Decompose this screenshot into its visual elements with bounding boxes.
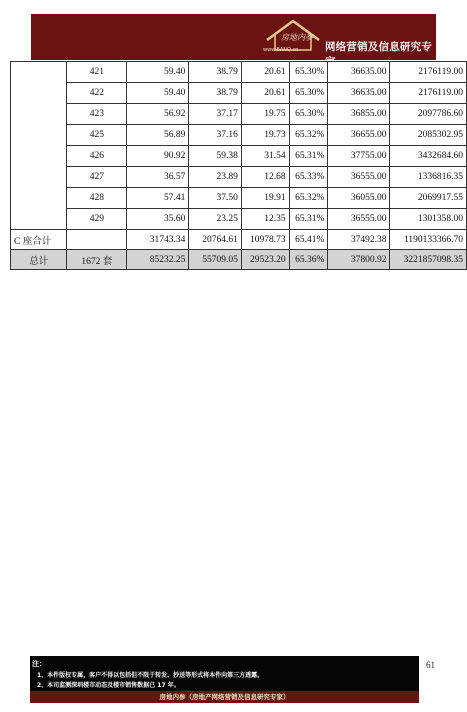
table-cell-unit: 426 — [67, 146, 127, 167]
table-cell-unit: 427 — [67, 167, 127, 188]
table-cell: 38.79 — [189, 83, 242, 104]
notes-box — [30, 656, 419, 691]
table-cell: 85232.25 — [127, 250, 189, 270]
table-row — [11, 125, 467, 146]
table-cell: 19.75 — [241, 104, 289, 125]
table-cell: 12.68 — [241, 167, 289, 188]
table-cell: 36655.00 — [328, 125, 390, 146]
table-cell: 20764.61 — [189, 230, 242, 250]
table-cell: 29523.20 — [241, 250, 289, 270]
table-cell: 2176119.00 — [390, 83, 467, 104]
table-cell: 55709.05 — [189, 250, 242, 270]
table-cell: 3432684.60 — [390, 146, 467, 167]
sales-table — [10, 61, 467, 270]
table-cell-unit — [67, 230, 127, 250]
table-cell: 23.89 — [189, 167, 242, 188]
note-item: 2、本司监测深圳楼市动态及楼市销售数据已 17 年。 — [37, 682, 180, 689]
table-cell: 31.54 — [241, 146, 289, 167]
table-cell: 37.17 — [189, 104, 242, 125]
table-cell: 65.30% — [289, 62, 328, 83]
table-cell: 37800.92 — [328, 250, 390, 270]
table-cell: 65.32% — [289, 188, 328, 209]
table-cell-group — [11, 62, 67, 230]
table-row — [11, 209, 467, 230]
table-cell: 3221857098.35 — [390, 250, 467, 270]
table-cell: 36.57 — [127, 167, 189, 188]
table-cell: 10978.73 — [241, 230, 289, 250]
table-cell: 37.16 — [189, 125, 242, 146]
table-cell-unit: 423 — [67, 104, 127, 125]
total-row — [11, 250, 467, 270]
table-row — [11, 83, 467, 104]
table-cell: 65.30% — [289, 83, 328, 104]
table-cell: 59.40 — [127, 62, 189, 83]
table-cell: 36055.00 — [328, 188, 390, 209]
table-cell: 65.31% — [289, 209, 328, 230]
table-cell: 38.79 — [189, 62, 242, 83]
table-cell: 23.25 — [189, 209, 242, 230]
table-row — [11, 146, 467, 167]
table-cell: 19.73 — [241, 125, 289, 146]
header-banner — [31, 14, 436, 68]
table-cell: 57.41 — [127, 188, 189, 209]
table-row — [11, 167, 467, 188]
table-cell: 65.30% — [289, 104, 328, 125]
table-cell: 37492.38 — [328, 230, 390, 250]
table-cell: 20.61 — [241, 83, 289, 104]
table-cell-unit: 428 — [67, 188, 127, 209]
table-cell: 36635.00 — [328, 83, 390, 104]
subtotal-row — [11, 230, 467, 250]
table-row — [11, 62, 467, 83]
notes-title: 注： — [32, 660, 46, 668]
table-row — [11, 104, 467, 125]
table-cell-unit: 421 — [67, 62, 127, 83]
table-cell: 31743.34 — [127, 230, 189, 250]
table-cell: 90.92 — [127, 146, 189, 167]
page-number: 61 — [426, 660, 435, 670]
table-cell: 2097786.60 — [390, 104, 467, 125]
table-cell: 2085302.95 — [390, 125, 467, 146]
table-cell: 37.50 — [189, 188, 242, 209]
table-cell: 56.89 — [127, 125, 189, 146]
table-cell: 12.35 — [241, 209, 289, 230]
table-cell: 1336816.35 — [390, 167, 467, 188]
table-cell: 20.61 — [241, 62, 289, 83]
table-cell: 2069917.55 — [390, 188, 467, 209]
table-cell: 36555.00 — [328, 209, 390, 230]
footer-bar: 房地内参（房地产网络营销及信息研究专家） — [30, 691, 419, 703]
note-item: 1、本件版权专属，客户不得以包括但不限于转发、抄送等形式将本件向第三方透露。 — [37, 672, 264, 679]
subtotal-label: C 座合计 — [11, 230, 67, 250]
table-cell-unit: 425 — [67, 125, 127, 146]
total-label: 总计 — [11, 250, 67, 270]
table-cell: 65.32% — [289, 125, 328, 146]
table-row — [11, 188, 467, 209]
table-cell: 36555.00 — [328, 167, 390, 188]
table-cell: 37755.00 — [328, 146, 390, 167]
table-cell: 19.91 — [241, 188, 289, 209]
table-cell: 2176119.00 — [390, 62, 467, 83]
table-cell: 59.40 — [127, 83, 189, 104]
table-cell: 65.33% — [289, 167, 328, 188]
table-cell-unit: 429 — [67, 209, 127, 230]
header-tagline: 网络营销及信息研究专家 — [325, 41, 432, 68]
logo-text: 房地内参 — [281, 33, 313, 42]
table-cell-unit: 422 — [67, 83, 127, 104]
table-cell: 36855.00 — [328, 104, 390, 125]
table-cell: 36635.00 — [328, 62, 390, 83]
table-cell: 65.36% — [289, 250, 328, 270]
table-cell: 65.31% — [289, 146, 328, 167]
site-url: www.BANQ.cn — [263, 47, 299, 53]
table-cell: 56.92 — [127, 104, 189, 125]
table-cell: 35.60 — [127, 209, 189, 230]
table-cell: 59.38 — [189, 146, 242, 167]
table-cell-unit: 1672 套 — [67, 250, 127, 270]
table-cell: 1301358.00 — [390, 209, 467, 230]
table-cell: 65.41% — [289, 230, 328, 250]
table-cell: 1190133366.70 — [390, 230, 467, 250]
